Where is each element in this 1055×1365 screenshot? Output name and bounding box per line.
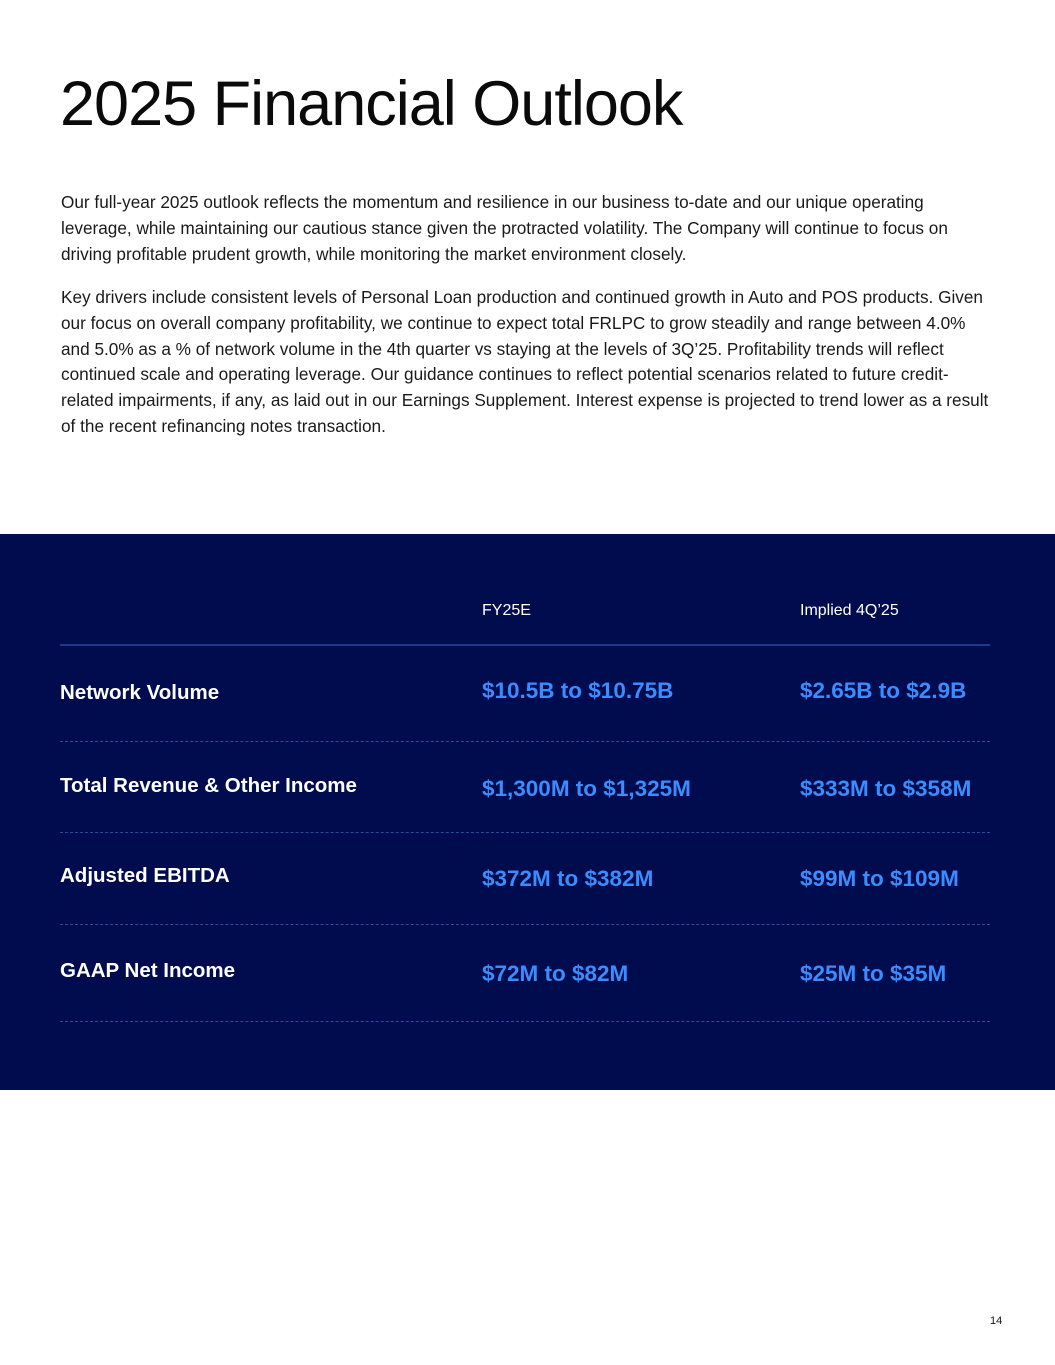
row-label-adjusted-ebitda: Adjusted EBITDA	[60, 864, 230, 887]
row-label-gaap-net-income: GAAP Net Income	[60, 959, 236, 982]
row-divider	[60, 1021, 990, 1022]
row-label-total-revenue: Total Revenue & Other Income	[60, 774, 357, 797]
page-title: 2025 Financial Outlook	[60, 69, 683, 139]
value-4q25-total-revenue: $333M to $358M	[800, 776, 972, 801]
value-fy25e-adjusted-ebitda: $372M to $382M	[482, 866, 654, 891]
value-fy25e-total-revenue: $1,300M to $1,325M	[482, 776, 691, 801]
row-divider	[60, 741, 990, 742]
value-4q25-adjusted-ebitda: $99M to $109M	[800, 866, 959, 891]
outlook-table	[0, 534, 1055, 1090]
value-fy25e-gaap-net-income: $72M to $82M	[482, 961, 629, 986]
header-divider	[60, 644, 990, 646]
row-divider	[60, 924, 990, 925]
column-header-fy25e: FY25E	[482, 602, 531, 619]
row-label-network-volume: Network Volume	[60, 681, 220, 704]
value-fy25e-network-volume: $10.5B to $10.75B	[482, 678, 674, 703]
row-divider	[60, 832, 990, 833]
page-number: 14	[990, 1315, 1003, 1327]
column-header-implied-4q25: Implied 4Q’25	[800, 602, 899, 619]
value-4q25-network-volume: $2.65B to $2.9B	[800, 678, 967, 703]
intro-paragraph: Our full-year 2025 outlook reflects the momentum and resilience in our business to-date and our unique operating leverage, while maintaining our cautious stance given the protracted volatility. The Company will continue to focus on driving profitable prudent growth, while monitoring the market environment closely.	[61, 192, 948, 264]
value-4q25-gaap-net-income: $25M to $35M	[800, 961, 947, 986]
drivers-paragraph: Key drivers include consistent levels of Personal Loan production and continued growth in Auto and POS products. Given our focus on overall company profitability, we continue to expect total FRLPC to grow steadily and range between 4.0% and 5.0% as a % of network volume in the 4th quarter vs staying at the levels of 3Q’25. Profitability trends will reflect continued scale and operating leverage. Our guidance continues to reflect potential scenarios related to future credit-related impairments, if any, as laid out in our Earnings Supplement. Interest expense is projected to trend lower as a result of the recent refinancing notes transaction.	[61, 287, 989, 436]
